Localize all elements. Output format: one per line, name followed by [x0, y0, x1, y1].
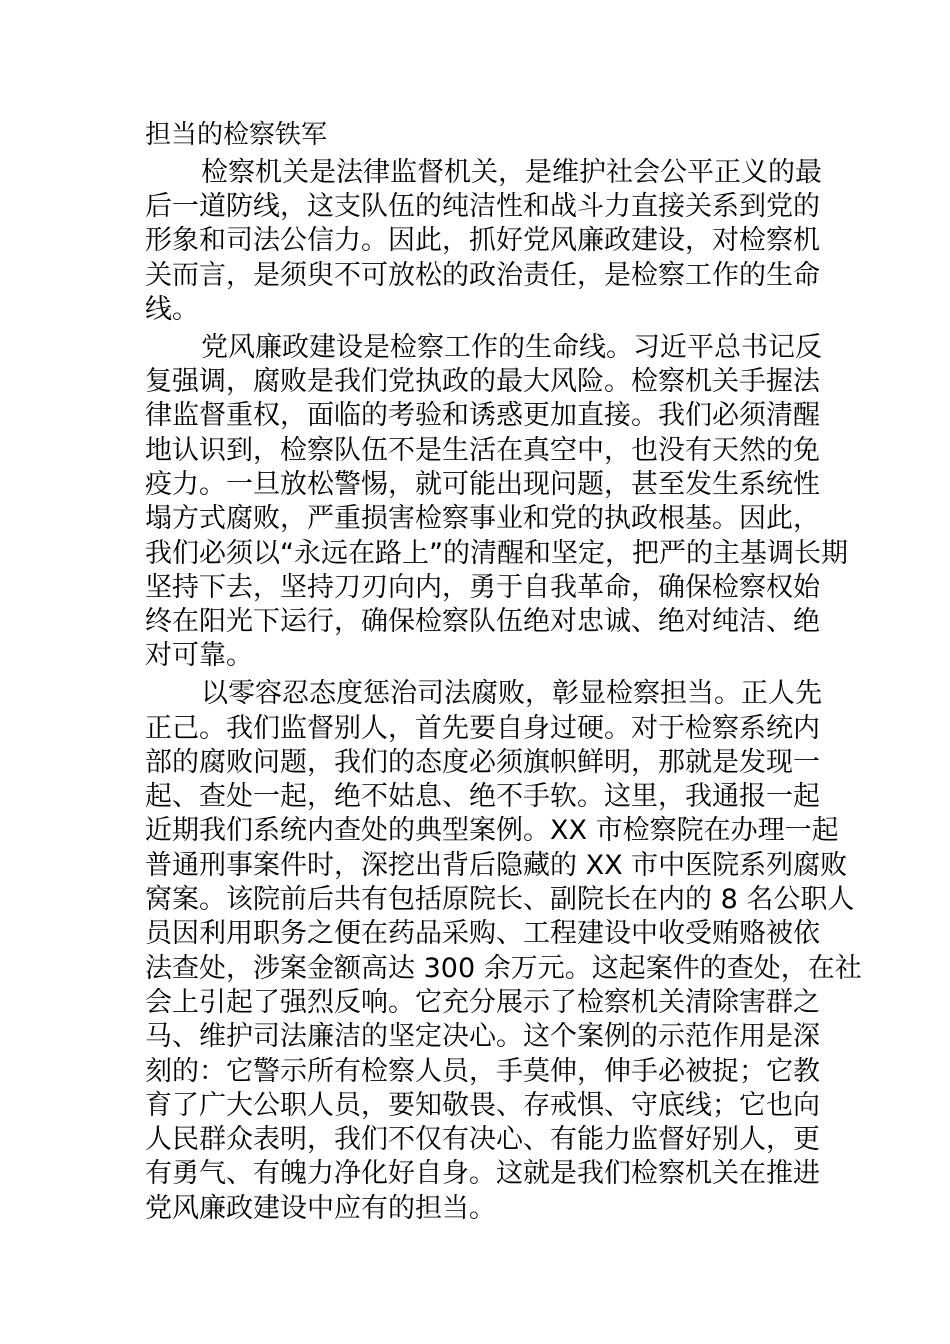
text-line: 我们必须以“永远在路上”的清醒和坚定，把严的主基调长期 — [145, 537, 848, 569]
text-line: 部的腐败问题，我们的态度必须旗帜鲜明，那就是发现一 — [145, 746, 820, 778]
document-body — [145, 118, 862, 1226]
text-line: 员因利用职务之便在药品采购、工程建设中收受贿赂被依 — [145, 918, 820, 950]
text-line: 塌方式腐败，严重损害检察事业和党的执政根基。因此， — [145, 503, 820, 535]
text-line: 坚持下去，坚持刀刃向内，勇于自我革命，确保检察权始 — [145, 571, 820, 603]
text-line: 疫力。一旦放松警惕，就可能出现问题，甚至发生系统性 — [145, 468, 820, 500]
text-line: 人民群众表明，我们不仅有决心、有能力监督好别人，更 — [145, 1124, 820, 1156]
paragraphs — [145, 156, 862, 1226]
text-line: 窝案。该院前后共有包括原院长、副院长在内的 8 名公职人 — [145, 884, 855, 916]
text-line: 律监督重权，面临的考验和诱惑更加直接。我们必须清醒 — [145, 400, 820, 432]
document-title: 担当的检察铁军 — [145, 120, 328, 150]
text-line: 终在阳光下运行，确保检察队伍绝对忠诚、绝对纯洁、绝 — [145, 606, 820, 638]
text-line: 法查处，涉案金额高达 300 余万元。这起案件的查处，在社 — [145, 952, 862, 984]
text-line: 后一道防线，这支队伍的纯洁性和战斗力直接关系到党的 — [145, 191, 820, 223]
text-line: 线。 — [145, 293, 199, 325]
text-line: 刻的：它警示所有检察人员，手莫伸，伸手必被捉；它教 — [145, 1055, 820, 1087]
text-line: 党风廉政建设中应有的担当。 — [145, 1192, 496, 1224]
text-line: 检察机关是法律监督机关，是维护社会公平正义的最 — [201, 156, 822, 188]
text-line: 关而言，是须臾不可放松的政治责任，是检察工作的生命 — [145, 259, 820, 291]
text-line: 普通刑事案件时，深挖出背后隐藏的 XX 市中医院系列腐败 — [145, 849, 848, 881]
text-line: 会上引起了强烈反响。它充分展示了检察机关清除害群之 — [145, 986, 820, 1018]
text-line: 有勇气、有魄力净化好自身。这就是我们检察机关在推进 — [145, 1158, 820, 1190]
text-line: 以零容忍态度惩治司法腐败，彰显检察担当。正人先 — [201, 678, 822, 710]
text-line: 起、查处一起，绝不姑息、绝不手软。这里，我通报一起 — [145, 781, 820, 813]
paragraph — [145, 156, 822, 327]
text-line: 近期我们系统内查处的典型案例。XX 市检察院在办理一起 — [145, 815, 839, 847]
text-line: 党风廉政建设是检察工作的生命线。习近平总书记反 — [201, 331, 822, 363]
text-line: 马、维护司法廉洁的坚定决心。这个案例的示范作用是深 — [145, 1021, 820, 1053]
text-line: 育了广大公职人员，要知敬畏、存戒惧、守底线；它也向 — [145, 1089, 820, 1121]
text-line: 复强调，腐败是我们党执政的最大风险。检察机关手握法 — [145, 366, 820, 398]
paragraph — [145, 677, 862, 1226]
text-line: 形象和司法公信力。因此，抓好党风廉政建设，对检察机 — [145, 225, 820, 257]
text-line: 对可靠。 — [145, 640, 253, 672]
paragraph — [145, 331, 848, 674]
text-line: 地认识到，检察队伍不是生活在真空中，也没有天然的免 — [145, 434, 820, 466]
text-line: 正己。我们监督别人，首先要自身过硬。对于检察系统内 — [145, 712, 820, 744]
